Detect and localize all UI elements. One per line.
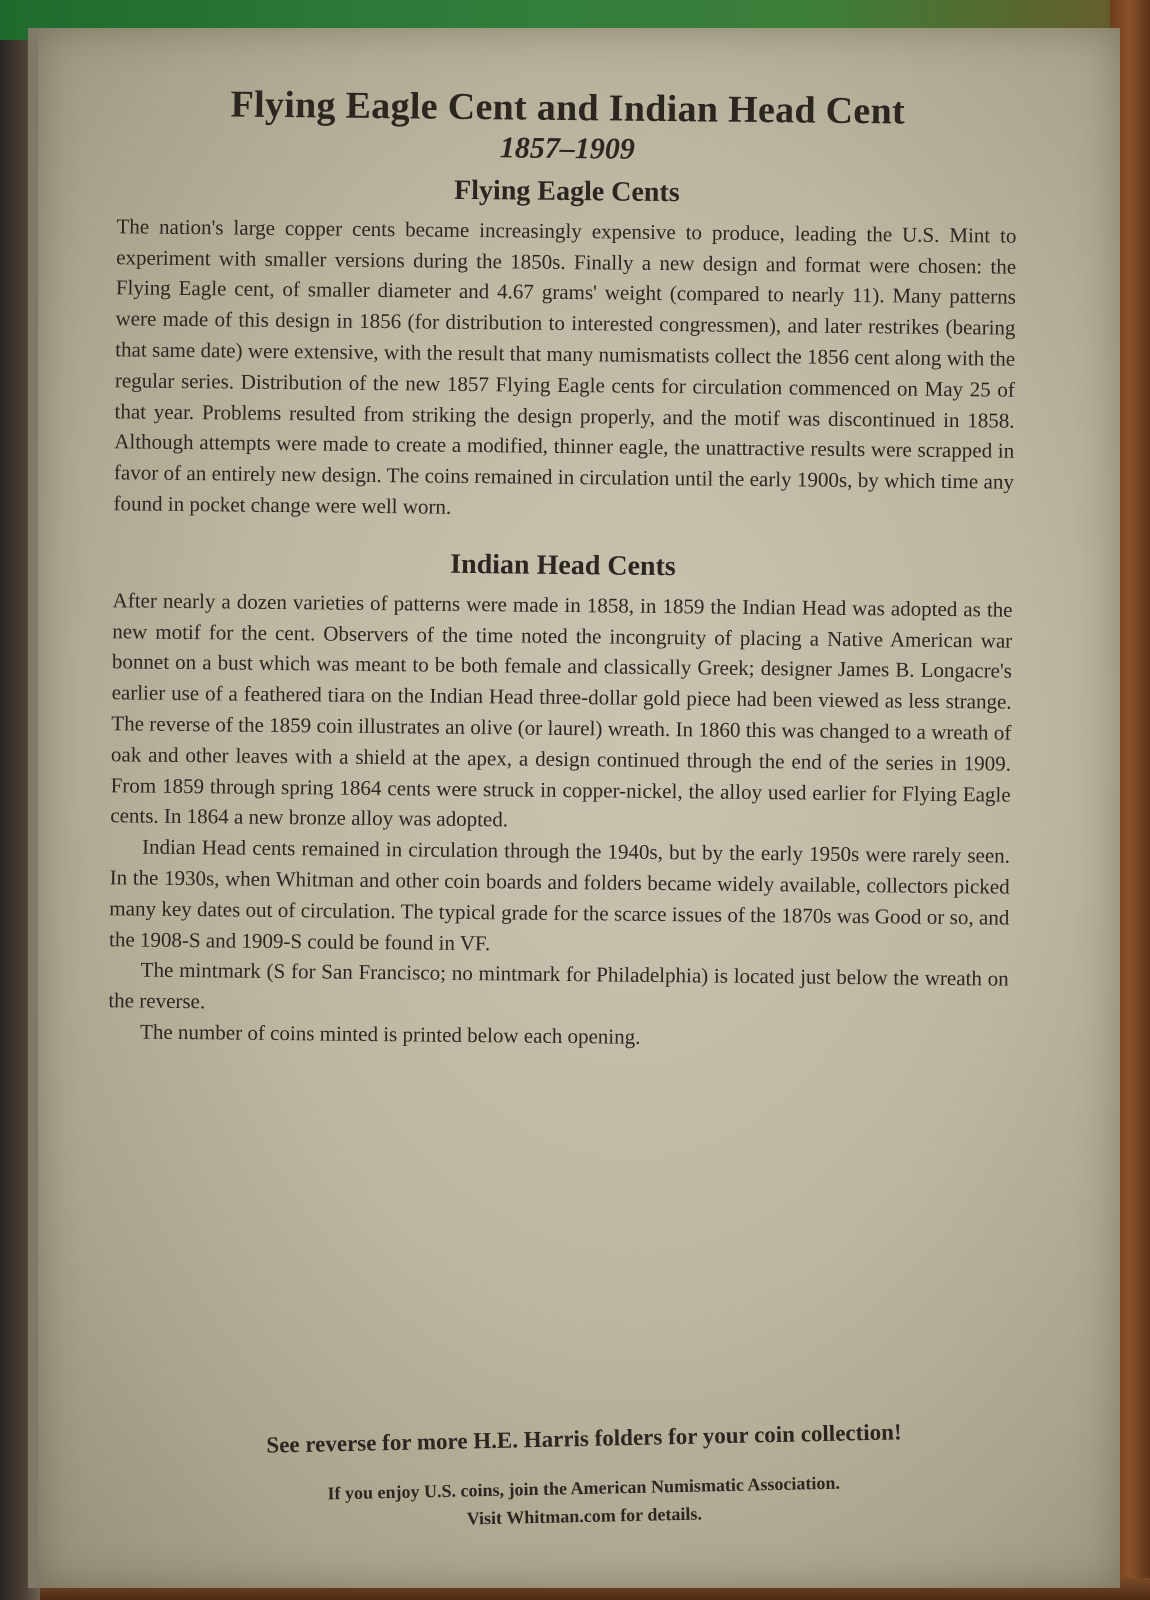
indian-head-paragraph-1: After nearly a dozen varieties of patterns were made in 1858, in 1859 the Indian Head was adopted as the new motif for the cent. Observers of the time noted the incongruity of placing a Native American war bonnet on a bust which was meant to be both female and classically Greek; designer James B. Longacre's earlier use of a feathered tiara on the Indian Head three-dollar gold piece had been viewed as less strange. The reverse of the 1859 coin illustrates an olive (or laurel) wreath. In 1860 this was changed to a wreath of oak and other leaves with a shield at the apex, a design continued through the end of the series in 1909. From 1859 through spring 1864 cents were struck in copper-nickel, the alloy used earlier for Flying Eagle cents. In 1864 a new bronze alloy was adopted. [110, 588, 1013, 832]
footer-promo: See reverse for more H.E. Harris folders for your coin collection! [266, 1419, 902, 1458]
indian-head-paragraph-4: The number of coins minted is printed below each opening. [139, 1019, 641, 1049]
footer-ana-line: If you enjoy U.S. coins, join the American Numismatic Association. [327, 1472, 841, 1504]
indian-head-paragraph-2: Indian Head cents remained in circulation through the 1940s, but by the early 1950s were rarely seen. In the 1930s, when Whitman and other coin boards and folders became widely available, collectors picked many key dates out of circulation. The typical grade for the scarce issues of the 1870s was Good or so, and the 1908-S and 1909-S could be found in VF. [108, 834, 1011, 955]
page-content [108, 83, 1018, 1056]
indian-head-paragraph-3: The mintmark (S for San Francisco; no mintmark for Philadelphia) is located just below the wreath on the reverse. [108, 957, 1009, 1014]
footer-info [38, 1463, 1120, 1542]
footer-whitman-line: Visit Whitman.com for details. [466, 1503, 703, 1529]
indian-head-heading: Indian Head Cents [450, 548, 676, 582]
flying-eagle-heading: Flying Eagle Cents [453, 174, 680, 208]
date-range: 1857–1909 [499, 131, 636, 166]
page-title: Flying Eagle Cent and Indian Head Cent [230, 83, 906, 133]
folder-page [28, 28, 1120, 1588]
flying-eagle-paragraph: The nation's large copper cents became increasingly expensive to produce, leading the U.S. Mint to experiment with smaller versions during the 1850s. Finally a new design and format were chosen: the Flying Eagle cent, of smaller diameter and 4.67 grams' weight (compared to nearly 11). Many patterns were made of this design in 1856 (for distribution to interested congressmen), and later restrikes (bearing that same date) were extensive, with the result that many numismatists collect the 1856 cent along with the regular series. Distribution of the new 1857 Flying Eagle cents for circulation commenced on May 25 of that year. Problems resulted from striking the design properly, and the motif was discontinued in 1858. Although attempts were made to create a modified, thinner eagle, the unattractive results were scrapped in favor of an entirely new design. The coins remained in circulation until the early 1900s, by which time any found in pocket change were well worn. [113, 214, 1017, 519]
